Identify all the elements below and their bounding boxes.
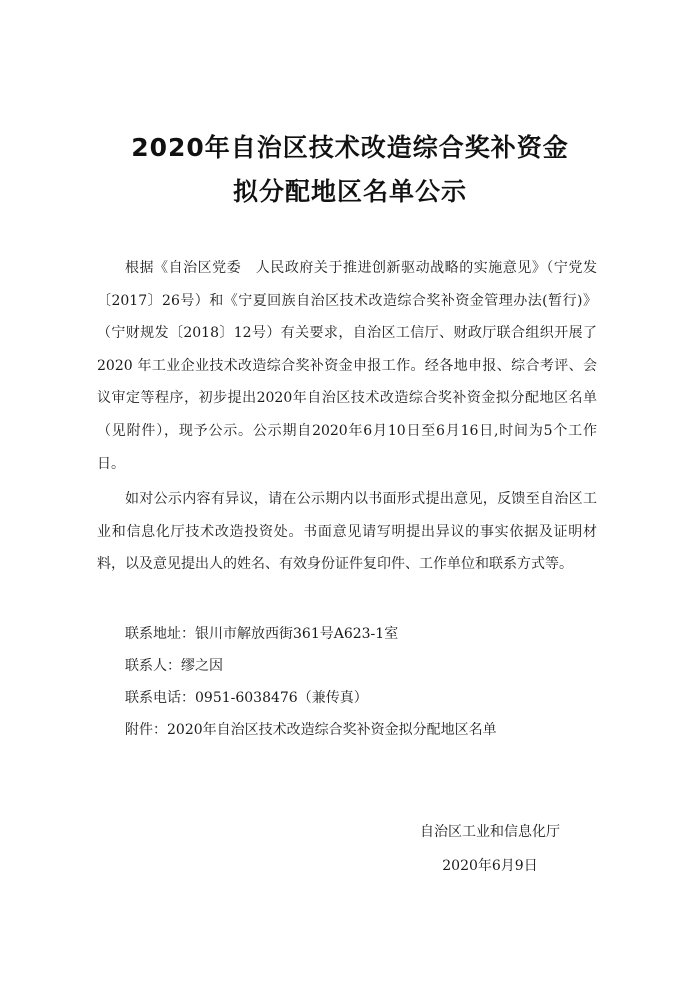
body-paragraph-2: 如对公示内容有异议，请在公示期内以书面形式提出意见，反馈至自治区工业和信息化厅技术改造投资处。书面意见请写明提出异议的事实依据及证明材料，以及意见提出人的姓名、有效身份证件复印件、工作单位和联系方式等。 [97, 491, 597, 573]
document-title-line-1: 2020年自治区技术改造综合奖补资金 [131, 133, 569, 162]
document-title-line-2: 拟分配地区名单公示 [232, 177, 467, 206]
contact-phone: 联系电话：0951-6038476（兼传真） [125, 690, 368, 706]
contact-address: 联系地址：银川市解放西街361号A623-1室 [125, 626, 399, 642]
attachment-line: 附件：2020年自治区技术改造综合奖补资金拟分配地区名单 [125, 722, 497, 738]
body-paragraph-1: 根据《自治区党委 人民政府关于推进创新驱动战略的实施意见》（宁党发〔2017〕26号）和《宁夏回族自治区技术改造综合奖补资金管理办法(暂行)》（宁财规发〔2018〕12号）有关要求，自治区工信厅、财政厅联合组织开展了 2020 年工业企业技术改造综合奖补资金申报工作。经各地申报、综合考评、会议审定等程序，初步提出2020年自治区技术改造综合奖补资金拟分配地区名单（见附件），现予公示。公示期自2020年6月10日至6月16日,时间为5个工作日。 [97, 260, 597, 472]
signature-organization: 自治区工业和信息化厅 [420, 824, 560, 840]
body-paragraph-2-block [97, 483, 597, 581]
body-paragraph-1-block [97, 252, 597, 480]
signature-date: 2020年6月9日 [442, 858, 538, 874]
contact-person: 联系人：缪之因 [125, 658, 223, 674]
